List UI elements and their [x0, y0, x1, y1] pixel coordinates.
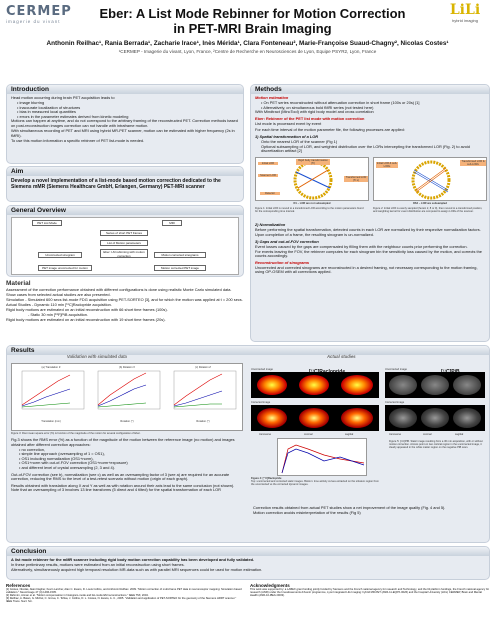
intro-p4: To use this motion information a specific rebinner of PET list-mode is needed. — [11, 137, 145, 143]
rac-corrected-images — [251, 405, 379, 431]
logo-left-tag: imagerie du vivant — [6, 19, 61, 24]
node-uncorrected-sinogram: Uncorrected sinogram — [38, 252, 82, 258]
material-p2: Show cases from selected actual studies are also presented. — [6, 291, 111, 297]
fig2-sub-label: DS4 – LOR are subsampled — [413, 202, 447, 205]
actual-subheading: Actual studies — [327, 354, 356, 359]
node-short-frames: Series of short PET frames — [100, 230, 148, 236]
intro-p1: Head motion occurring during brain PET acquisition leads to — [11, 95, 115, 100]
pib-view-coronal: coronal — [423, 433, 432, 436]
reference-item: [1] Costes, Nicolas, Alain Dagher, Kevin Larcher, Alan C. Evans, D. Louis Collins, and Anthonin Reilhac. 2009. "Motion correction of multi-frame PET data in neuroreceptor mapping: Simulation based validation." NeuroImage 47 (4):1496-1505. — [6, 588, 242, 595]
material-p7: Rigid body motions are estimated on an initial reconstruction with 19 short time frames (20s). — [6, 316, 166, 322]
node-uncorrected-image: PET image uncorrected for motion — [38, 265, 92, 271]
references-section — [6, 583, 242, 637]
plot-rotation-x — [90, 366, 164, 424]
intro-bullet: • inaccurate localization of structures — [17, 106, 239, 111]
material-p5: Rigid body motions are estimated on an initial reconstruction with 66 short time frames (100s). — [6, 306, 168, 312]
intro-bullet: • bias in measured local quantities — [17, 110, 239, 115]
plot-xlabel: Rotation (°) — [120, 420, 134, 423]
methods-section — [250, 84, 490, 342]
methods-p6: Event losses caused by the gaps are compensated by filling them with the neighbour counts prior performing the correction. — [255, 243, 468, 249]
methods-p5: Upon completion of a frame, the resulting sinogram is un-normalized. — [255, 231, 374, 237]
motion-estimation-heading: Motion estimation — [255, 95, 289, 100]
node-pet-list-mode: PET List Mode — [32, 220, 62, 226]
acknowledgments-section — [250, 583, 490, 637]
methods-p4: Before performing the spatial transformation, detected counts in each LOR are normalized by their respective normalization factors. — [255, 226, 481, 232]
material-p4: Actual Studies - Dynamic 110 min [¹¹C]Raclopride acquisition. — [6, 301, 112, 307]
results-p1: Fig.3 shows the RMS error (%) as a function of the magnitude of the motion between the reference image (no motion) and images obtained after different correction approaches: — [11, 437, 235, 447]
conclusion-header: Conclusion — [7, 547, 489, 556]
plot-translation-z — [14, 366, 88, 424]
eber-heading: Eber: Rebinner of the PET list mode with motion correction — [255, 115, 365, 121]
aim-section — [6, 166, 244, 202]
plot-rotation-z — [166, 366, 240, 424]
title-line-2: in PET-MRI Brain Imaging — [173, 21, 332, 36]
intro-bullet: • image blurring — [17, 101, 239, 106]
general-overview-section — [6, 205, 244, 277]
plot-svg — [166, 369, 240, 415]
figure-2-caption: Figure 2: Initial LOR is evenly sampled (herein 2, 8 or 9), then moved to a transformed position, and weighting kernel for event distribution are computed to assign LORs of the scanner. — [373, 207, 483, 213]
tac-plot — [277, 438, 367, 476]
figure-1-caption: Figure 1: Initial LOR is moved to a transformed LOR according to the motion parameters found for the corresponding time interval. — [255, 207, 364, 213]
figure-3-caption: Figure 3: Root mean square error (%) is function of the magnitude of the motion for several configuration of Eber. — [11, 432, 141, 435]
pib-view-transverse: transverse — [389, 433, 402, 436]
plot-svg — [90, 369, 164, 415]
rac-corrected-label: Corrected image — [251, 401, 271, 404]
conclusion-p1: A list mode rebinner for the mMR scanner including rigid body motion correction capability has been developed and fully validated. — [11, 557, 255, 562]
results-p3: Results obtained with translation along X and Y as well as with rotation around their axis lead to the same conclusion (not shown). Note that an oversampling of 3 involves 13 line transforms (5 direct and 4 tilted) for the spatial transformation of each LOR — [11, 482, 235, 493]
figure-4-label: Figure 4: [¹¹C]Raclopride — [251, 477, 282, 480]
plot-title: (b) Rotation X — [118, 366, 135, 369]
pib-corrected-label: Corrected image — [385, 401, 405, 404]
cermep-logo — [6, 4, 72, 28]
intro-bullet: • errors in the parameter estimates derived from kinetic modeling — [17, 115, 239, 120]
node-motion-params: List of Motion parameters — [100, 240, 148, 246]
material-p6: - Static 30 min [¹⁸F]PiB acquisition. — [28, 311, 89, 317]
acknowledgments-text: This work was supported by: a LABEX grant funding jointly funded by Siemens and the French national agency for research and Technology, and the lili platform fundings, the French national agency for research (ANR) under the Investissements d'Avenir programme, Lyon Integrated Life Imaging: hybrid MR-PET (ANR-11-EQPX-0026) and the hospital University (HCL) CERMEP, Brain and Mental Health (ANR-10-IBHU-0003). — [250, 588, 490, 598]
figure-3 — [11, 363, 243, 431]
view-coronal: coronal — [304, 433, 313, 436]
results-section — [6, 345, 490, 543]
plot-title: (c) Rotation Z — [195, 366, 211, 369]
label-initial-lor: Initial LOR — [258, 162, 278, 165]
label-scanner-lor: Scanner LOR — [258, 174, 278, 177]
step1-heading: 1) Spatial transformation of a LOR — [255, 133, 319, 139]
results-bullet: • OS1 including normalization (OS1+norm), — [19, 457, 243, 462]
label-transformed-sublors: Transformed LOR & sub-LORs — [461, 160, 485, 166]
methods-p8: Uncorrected and corrected sinograms are reconstructed in a desired framing, not necessary corresponding to the motion framing, using OP-OSEM with all corrections applied. — [255, 264, 478, 275]
results-p5: Motion correction avoids misinterpretation of the results (Fig 5) — [253, 509, 361, 515]
view-transverse: transverse — [259, 433, 272, 436]
pib-uncorrected-images — [385, 372, 485, 398]
label-transformed-lor: Transformed LOR (Tr.L) — [345, 176, 367, 182]
results-header: Results — [7, 346, 489, 355]
node-corrected-image: Motion corrected PET image — [154, 265, 206, 271]
results-p4: Correction results obtained from actual PET studies show a net improvement of the image quality (Fig. 4 and 5). — [253, 505, 446, 510]
general-overview-header: General Overview — [7, 206, 243, 215]
pib-view-sagittal: sagittal — [455, 433, 464, 436]
acknowledgments-header: Acknowledgments — [250, 583, 290, 588]
title-line-1: Eber: A List Mode Rebinner for Motion Correction — [99, 6, 406, 21]
intro-p3: With simultaneous recording of PET and MRI using hybrid MR-PET scanner, motion can be estimated with higher frequency (2s in fMRI). — [11, 127, 235, 138]
figure-4-caption: Top: uncorrected and corrected static images. Bottom: time activity curves extracted on the striatum region from the uncorrected vs the corrected dynamic images. — [251, 480, 379, 486]
aim-header: Aim — [7, 167, 243, 176]
step1-bullet: Optional subsampling of LOR, and weighted distribution over the LORs intercepting the transformed LOR (Fig. 2) to avoid discretization artifact [2] — [261, 143, 470, 154]
overview-flowchart — [11, 217, 239, 275]
material-header: Material — [6, 280, 31, 287]
reconstruction-heading: Reconstruction of sinograms — [255, 259, 310, 265]
label-initial-sublors: Initial LOR & sub-LORs — [376, 162, 398, 168]
material-p1: Assessment of the correction performance obtained with different configurations is done using realistic Monte Carlo simulated data. — [6, 287, 232, 292]
logo-left-text: CERMEP — [6, 4, 72, 19]
lili-logo — [439, 2, 491, 26]
introduction-header: Introduction — [7, 85, 243, 94]
material-section — [6, 280, 244, 342]
references-header: References — [6, 583, 31, 588]
material-p3: Simulation - Simulated 600 secs list-mode FDG acquisition using PET-SORTEO [3], and for which the motion was applied at t = 200 secs. — [6, 296, 243, 302]
node-eber: Eber: LM rebinning with motion correction — [100, 249, 148, 258]
results-bullet: • and different level of crystal oversampling (2, 3 and 4). — [19, 466, 243, 471]
introduction-section — [6, 84, 244, 164]
logo-right-tag: hybrid imaging — [451, 18, 478, 23]
results-bullet: • OS1+norm with out-of-FOV correction (OS1+norm+exposure) — [19, 461, 243, 466]
aim-text: Develop a novel implementation of a list-mode based motion correction dedicated to the Siemens mMR (Siemens Healthcare GmbH, Erlangen, Germany) PET-MRI scanner — [11, 178, 221, 190]
affiliations: ¹CERMEP - Imagerie du vivant, Lyon, France, ²Centre de Recherche en Neurosciences de Lyon, Equipe PSYR2, Lyon, France — [118, 49, 377, 54]
node-corrected-sinograms: Motion corrected sinograms — [154, 252, 206, 258]
methods-p2: List mode is processed event by event — [255, 120, 322, 126]
pib-uncorrected-label: Uncorrected image — [385, 368, 407, 371]
reference-item: [3] Reilhac, A. Batan, G. Michel, C. Grova, C. Tohka, J. Collins, D. L. Costes, N. Evans, A. C., 2005. "Validation and application of PET-SORTEO for the geometry of the Siemens HRRT scanner." IEEE Trans. Nucl. Sci. — [6, 597, 237, 604]
view-sagittal: sagittal — [345, 433, 354, 436]
methods-p7: For events leaving the FOV, the rebinner computes for each sinogram bin the sensitivity loss caused by the motion, and corrects the counts accordingly. — [255, 248, 482, 259]
logo-right-text: LiLi — [449, 2, 481, 18]
simulated-subheading: Validation with simulated data — [67, 354, 127, 359]
conclusion-p3: Alternatively, simultaneously acquired high temporal resolution MR-data such as with parallel MRI sequences could be used for motion estimation. — [11, 566, 263, 572]
results-bullet: • simple line approach (oversampling of 1 = OS1), — [19, 452, 243, 457]
figure-2 — [373, 157, 487, 201]
actual-studies-figures — [249, 360, 487, 500]
methods-bullet: • On PET series reconstructed without attenuation correction in short frame (100s or 20s) [1] — [261, 101, 485, 106]
step3-heading: 3) Gaps and out-of-FOV correction — [255, 238, 319, 244]
methods-p1: With Mindtract (MincTool) with rigid body model and cross correlation — [255, 109, 374, 115]
node-mri: MRI — [162, 220, 182, 226]
methods-p3: For each time interval of the motion parameter file, the following processes are applied: — [255, 127, 405, 133]
conclusion-section — [6, 546, 490, 580]
label-detector: Detector — [260, 192, 280, 195]
results-bullet: • no correction, — [19, 448, 243, 453]
plot-xlabel: Translation (mm) — [41, 420, 61, 423]
methods-bullet: • Alternatively, on simultaneous bold fMRI series (not tested here) — [261, 106, 485, 111]
intro-bullets — [11, 101, 239, 119]
pib-corrected-images — [385, 405, 485, 431]
authors: Anthonin Reilhac¹, Rania Berrada¹, Zacharie Irace¹, Inès Mérida¹, Clara Fonteneau², Marie-Françoise Suaud-Chagny², Nicolas Costes¹ — [46, 40, 449, 47]
fig1-sub-label: D1 – LOR are not subsampled — [293, 202, 331, 205]
rac-uncorrected-label: Uncorrected image — [251, 368, 273, 371]
intro-p2: Motions can happen at anytime, and do not correspond to the arbitrary framing of the reconstructed PET. Correction methods based on post-reconstruction images correction can not handle with intraframe motion. — [11, 118, 238, 128]
conclusion-p2: In these preliminary results, motions were estimated from an initial reconstruction using short frames. — [11, 561, 185, 567]
label-rigid-transform: Rigid body transformation (Tr) — [296, 159, 330, 165]
plot-xlabel: Rotation (°) — [196, 420, 210, 423]
tac-svg — [278, 439, 368, 477]
plot-title: (a) Translation Z — [41, 366, 61, 369]
step1-bullet: Onto the nearest LOR of the scanner (Fig 1) — [261, 138, 338, 144]
results-p2: Out-of-FOV correction (see b), normalization (see c) as well as an oversampling factor of 3 (see a) are required for an accurate correction, reducing the RMS to the level of a test-retest scenario without motion (origin of each graph). — [11, 471, 230, 482]
plot-svg — [14, 369, 88, 415]
reference-item: [2] Rahmim, Arman et al. "Motion compensation in histogram-mode and list-mode EM reconstructions." IEEE TMI, 2004. — [6, 594, 149, 598]
rac-uncorrected-images — [251, 372, 379, 398]
figure-1 — [255, 157, 369, 201]
methods-header: Methods — [251, 85, 489, 94]
step2-heading: 2) Normalization — [255, 222, 286, 227]
poster-title — [70, 6, 435, 36]
figure-5-caption: Figure 5: [¹¹C]PiB. Static image resulting from a 30 min acquisition, with or without motion correction. Arrows point on two cortical region in the uncorrected image, it clearly appeared in the white matter region on the negative PiB scan. — [389, 440, 483, 449]
